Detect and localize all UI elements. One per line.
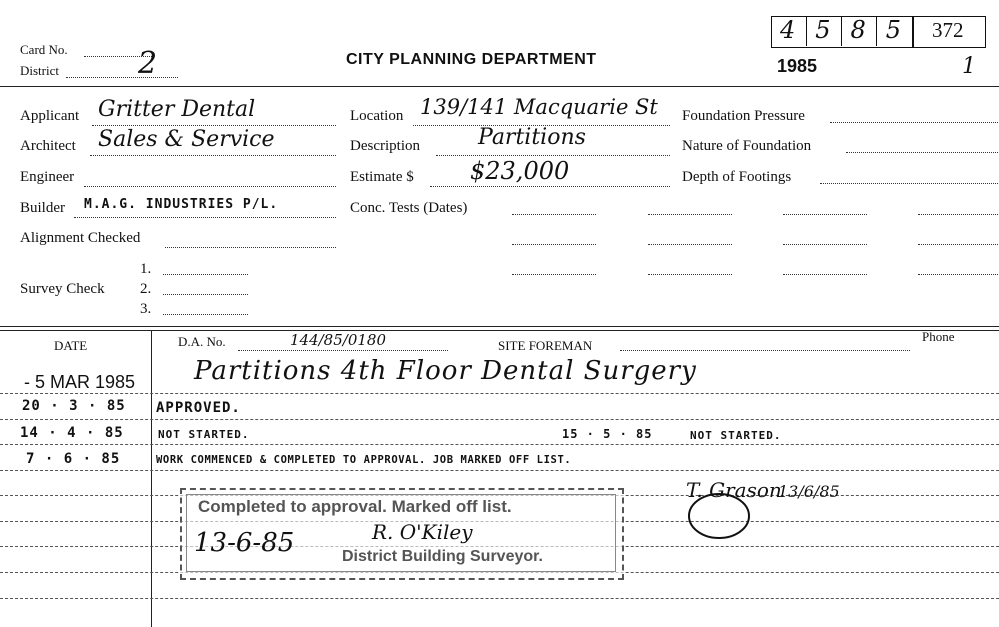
log-line-3 [0, 444, 999, 445]
site-foreman-label: SITE FOREMAN [498, 338, 593, 353]
conc-line-4 [918, 214, 998, 215]
log-date-1: - 5 MAR 1985 [24, 372, 136, 392]
inspector-date: 13/6/85 [778, 482, 840, 501]
card-no-label: Card No. [20, 42, 68, 57]
log-rule-top-1 [0, 326, 999, 327]
conc-line-7 [783, 244, 867, 245]
stamp-date: 13-6-85 [194, 528, 295, 558]
depth-footings-label: Depth of Footings [682, 169, 792, 185]
builder-line [74, 217, 336, 218]
foundation-pressure-line [830, 122, 998, 123]
architect-value: Sales & Service [98, 127, 275, 152]
year: 1985 [777, 56, 818, 76]
log-text-2: APPROVED. [156, 400, 241, 416]
applicant-value: Gritter Dental [98, 97, 256, 122]
description-label: Description [350, 138, 420, 154]
builder-label: Builder [20, 200, 65, 216]
estimate-line [430, 186, 670, 187]
nature-foundation-label: Nature of Foundation [682, 138, 812, 154]
header-rule [0, 86, 999, 87]
log-rule-top-2 [0, 330, 999, 331]
signature-loop [683, 490, 763, 546]
survey-line-3 [163, 314, 248, 315]
phone-label: Phone [922, 329, 955, 344]
log-text-3b: NOT STARTED. [690, 429, 782, 442]
log-date-2: 20 · 3 · 85 [22, 398, 126, 414]
date-column-divider [151, 330, 152, 627]
conc-line-5 [512, 244, 596, 245]
survey-2: 2. [140, 281, 152, 297]
description-value: Partitions [478, 125, 586, 150]
conc-line-9 [512, 274, 596, 275]
log-line-2 [0, 419, 999, 420]
survey-line-1 [163, 274, 248, 275]
estimate-label: Estimate $ [350, 169, 414, 185]
conc-line-6 [648, 244, 732, 245]
stamp-signature: R. O'Kiley [372, 520, 473, 544]
log-date-3b: 15 · 5 · 85 [562, 427, 653, 441]
survey-1: 1. [140, 261, 152, 277]
card-no-value: 2 [138, 46, 158, 81]
survey-3: 3. [140, 301, 152, 317]
conc-line-8 [918, 244, 998, 245]
description-line [436, 155, 670, 156]
log-date-3: 14 · 4 · 85 [20, 425, 124, 441]
conc-line-10 [648, 274, 732, 275]
foundation-pressure-label: Foundation Pressure [682, 108, 805, 124]
survey-label: Survey Check [20, 281, 105, 297]
engineer-line [84, 186, 336, 187]
log-text-3: NOT STARTED. [158, 428, 250, 441]
department-title: CITY PLANNING DEPARTMENT [346, 51, 597, 68]
survey-line-2 [163, 294, 248, 295]
applicant-label: Applicant [20, 108, 80, 124]
district-line [66, 77, 178, 78]
stamp-line-2: District Building Surveyor. [342, 548, 543, 565]
conc-line-12 [918, 274, 998, 275]
site-foreman-line [620, 350, 910, 351]
alignment-line [165, 247, 336, 248]
log-text-1: Partitions 4th Floor Dental Surgery [194, 356, 697, 386]
architect-line [90, 155, 336, 156]
builder-value: M.A.G. INDUSTRIES P/L. [84, 197, 279, 212]
date-header: DATE [54, 338, 88, 353]
boxed-number: 4585 [780, 16, 922, 44]
log-line-1 [0, 393, 999, 394]
applicant-line [92, 125, 336, 126]
location-label: Location [350, 108, 404, 124]
nature-foundation-line [846, 152, 998, 153]
card-number: 372 [932, 18, 964, 42]
location-value: 139/141 Macquarie St [420, 95, 658, 119]
inspector-signature: T. Grason [686, 478, 782, 502]
log-line-9 [0, 598, 999, 599]
year-suffix: 1 [962, 54, 976, 79]
conc-line-3 [783, 214, 867, 215]
conc-tests-label: Conc. Tests (Dates) [350, 200, 468, 216]
estimate-value: $23,000 [470, 157, 570, 185]
engineer-label: Engineer [20, 169, 75, 185]
da-line [238, 350, 448, 351]
log-date-4: 7 · 6 · 85 [26, 451, 121, 467]
conc-line-11 [783, 274, 867, 275]
stamp-line-1: Completed to approval. Marked off list. [198, 497, 512, 516]
log-text-4: WORK COMMENCED & COMPLETED TO APPROVAL. JOB MARKED OFF LIST. [156, 454, 572, 466]
conc-line-2 [648, 214, 732, 215]
da-label: D.A. No. [178, 334, 226, 349]
alignment-label: Alignment Checked [20, 230, 141, 246]
depth-footings-line [820, 183, 998, 184]
district-label: District [20, 63, 59, 78]
architect-label: Architect [20, 138, 76, 154]
log-line-4 [0, 470, 999, 471]
da-value: 144/85/0180 [290, 331, 386, 349]
conc-line-1 [512, 214, 596, 215]
